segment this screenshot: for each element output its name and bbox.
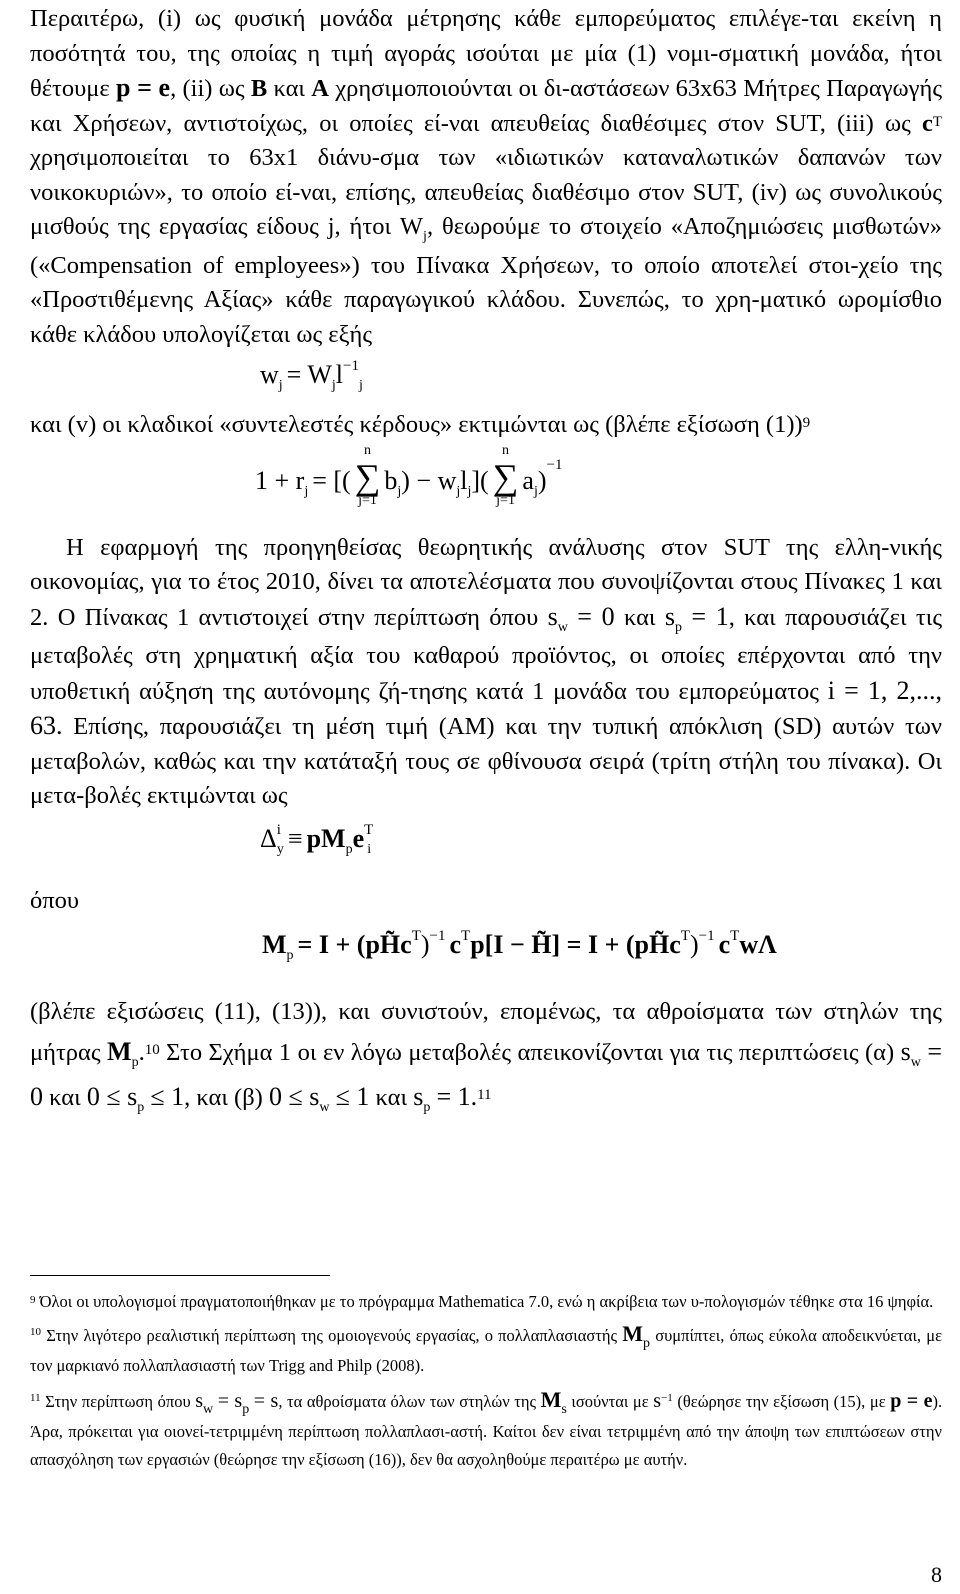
eq-part: 0 ≤ s	[268, 1082, 320, 1111]
subscript: p	[242, 1402, 250, 1417]
eq-w: w	[260, 360, 279, 389]
text: , και παρουσιάζει τις μεταβολές στη χρηματική αξία του καθαρού προϊόντος, οι οποίες επέρχονται από την υποθετική αύξηση της αυτόνομης ζή-τησης κατά 1 μονάδα του εμπορεύματος	[30, 603, 943, 705]
symbol-s: s	[900, 1037, 911, 1066]
eq-part: = 1	[691, 601, 729, 631]
footnote-text: Στην λιγότερο ρεαλιστική περίπτωση της ομοιογενούς εργασίας, ο πολλαπλασιαστής	[46, 1326, 618, 1345]
eq-part: 0 ≤ s	[86, 1082, 138, 1111]
symbol-s: s	[195, 1390, 203, 1412]
text: Η εφαρμογή της προηγηθείσας θεωρητικής ανάλυσης στον SUT της ελλη-νικής οικονομίας, για το έτος 2010, δίνει τα αποτελέσματα που συνοψίζονται στους Πίνακες 1 και 2. Ο Πίνακας 1 αντιστοιχεί στην περίπτωση όπου	[30, 533, 942, 631]
sum-upper: n	[364, 442, 372, 458]
superscript: T	[461, 928, 471, 944]
symbol-B: B	[250, 75, 268, 102]
eq-part: e	[352, 823, 365, 853]
eq-part: = 1.	[436, 1082, 478, 1111]
text: , ήτοι	[334, 213, 392, 240]
text: Περαιτέρω, (i) ως φυσική μονάδα μέτρησης κάθε εμπορεύματος επιλέγε-ται εκείνη η ποσότητά του, της οποίας η τιμή αγοράς ισούται με μία (1) νομι-σματική μονάδα, ήτοι θέτουμε	[30, 5, 942, 102]
where-label: όπου	[30, 886, 79, 914]
subscript: w	[319, 1100, 330, 1115]
eq-part: M	[262, 930, 287, 959]
superscript: −1	[429, 928, 446, 944]
eq-part: )	[689, 930, 699, 959]
paragraph-1	[30, 2, 942, 352]
footnote-text: Όλοι οι υπολογισμοί πραγματοποιήθηκαν με το πρόγραμμα Mathematica 7.0, ενώ η ακρίβεια των υ-πολογισμών τέθηκε στα 16 ψηφία.	[39, 1292, 934, 1311]
eq-part: a	[522, 465, 534, 495]
subscript: j	[331, 378, 336, 393]
eq-part: ≤ 1	[150, 1082, 185, 1111]
text: , θεωρούμε το στοιχείο «Αποζημιώσεις μισθωτών» («Compensation of employees») του Πίνακα Χρήσεων, το οποίο αποτελεί στοι-χείο της «Προστιθέμενης Αξίας» κάθε παραγωγικού κλάδου. Συνεπώς, το χρη-ματικό ωρομίσθιο κάθε κλάδου υπολογίζεται ως εξής	[30, 213, 942, 348]
eq-part: = 0	[577, 601, 615, 631]
subscript-j: j	[423, 229, 427, 244]
equation-wage	[30, 352, 942, 408]
eq-part: = s	[253, 1390, 279, 1412]
subscript: w	[203, 1402, 214, 1417]
eq-part: = 0	[30, 1037, 943, 1111]
eq-part: 1 + r	[255, 465, 305, 495]
text: , (ii) ως	[170, 75, 245, 102]
eq-part: l	[460, 465, 468, 495]
sum-symbol-1: n ∑ j=1	[355, 459, 381, 495]
footnote-10	[30, 1320, 942, 1380]
subscript: w	[557, 619, 568, 635]
text: (βλέπε εξισώσεις (11), (13)), και συνιστούν, επομένως, τα αθροίσματα των στηλών της μήτρας	[30, 998, 942, 1066]
paragraph-4	[30, 992, 942, 1122]
symbol-M: M	[622, 1321, 644, 1346]
eq-part: ) − w	[401, 465, 457, 495]
paragraph-3	[30, 531, 942, 814]
footnote-11	[30, 1386, 942, 1474]
sum-upper: n	[502, 442, 510, 458]
superscript: T	[411, 928, 421, 944]
eq-part: ](	[471, 465, 489, 495]
footnote-separator	[30, 1275, 330, 1276]
footnote-number: 9	[30, 1294, 36, 1306]
superscript: −1	[546, 456, 563, 473]
subscript: j	[456, 483, 461, 499]
superscript: i	[276, 821, 281, 838]
equation-delta	[30, 814, 942, 880]
subscript: p	[675, 619, 682, 635]
subscript: j	[359, 378, 363, 393]
subscript: j	[533, 483, 538, 499]
text: Επίσης, παρουσιάζει τη μέση τιμή (AM) και την τυπική απόκλιση (SD) αυτών των μεταβολών, καθώς και την κατάταξή τους σε φθίνουσα σειρά (τρίτη στήλη του πίνακα). Οι μετα-βολές εκτιμώνται ως	[30, 713, 943, 809]
footnote-ref-10: 10	[144, 1042, 160, 1058]
symbol-M: M	[107, 1037, 132, 1066]
footnote-text: Στην περίπτωση όπου	[45, 1392, 191, 1411]
text: και	[375, 1084, 408, 1111]
eq-part: ≤ 1	[335, 1082, 370, 1111]
text: χρησιμοποιούνται οι δι-αστάσεων 63x63 Μήτρες Παραγωγής και Χρήσεων, αντιστοίχως, οι οποίες εί-ναι απευθείας διαθέσιμες στον SUT, (iii) ως	[30, 75, 943, 137]
page-number: 8	[931, 1562, 942, 1587]
paragraph-2	[30, 408, 942, 443]
subscript: p	[345, 841, 353, 857]
subscript: y	[276, 841, 284, 857]
superscript: T	[680, 928, 690, 944]
symbol-c: c	[921, 109, 933, 137]
footnote-ref-9: 9	[802, 415, 811, 431]
subscript: p	[137, 1100, 145, 1115]
footnote-text: ισούνται με	[571, 1392, 649, 1411]
symbol-s: s	[653, 1390, 662, 1412]
eq-part: = I + (pH̃c	[297, 930, 412, 959]
eq-part: Δ	[260, 823, 277, 853]
text: και	[273, 75, 305, 102]
text: και	[49, 1084, 81, 1111]
text: και (v) οι κλαδικοί «συντελεστές κέρδους» εκτιμώνται ως (βλέπε εξίσωση (1))	[30, 411, 803, 438]
subscript: p	[131, 1055, 139, 1070]
text: , και (β)	[184, 1084, 263, 1111]
eq-l: l	[335, 360, 344, 389]
eq-part: )	[420, 930, 430, 959]
footnote-number: 10	[30, 1326, 41, 1338]
eq-part: = s	[217, 1390, 243, 1412]
eq-part: )	[537, 465, 547, 495]
eq-part: c	[449, 930, 462, 959]
text: .	[138, 1039, 145, 1066]
footnote-9	[30, 1290, 942, 1314]
equation-p-equals-e: p = e	[890, 1390, 933, 1412]
eq-part: wΛ	[739, 930, 777, 959]
equation-multiplier	[30, 918, 942, 992]
footnote-text: (θεώρησε την εξίσωση (15), με	[677, 1392, 886, 1411]
footnote-text: , τα αθροίσματα όλων των στηλών της	[278, 1392, 537, 1411]
eq-part: b	[384, 465, 398, 495]
footnote-text: συμπίπτει, όπως εύκολα αποδεικνύεται, με τον μαρκιανό πολλαπλασιαστή των Trigg and Philp (2008).	[30, 1326, 942, 1375]
subscript: i	[367, 841, 372, 857]
subscript: j	[278, 378, 283, 393]
subscript: p	[643, 1336, 651, 1351]
equation-profit	[30, 443, 942, 531]
sum-lower: j=1	[496, 492, 515, 508]
symbol-j: j	[327, 213, 335, 240]
symbol-M: M	[540, 1387, 562, 1412]
eq-part: pM	[306, 823, 346, 853]
subscript: p	[286, 948, 294, 963]
eq-part: ≡	[287, 823, 303, 853]
subscript: j	[304, 483, 309, 499]
superscript: −1	[698, 928, 715, 944]
superscript: T	[730, 928, 740, 944]
page-content	[30, 0, 942, 1122]
symbol-W: W	[399, 213, 424, 240]
superscript: −1	[661, 1392, 673, 1404]
footnote-text: ). Άρα, πρόκειται για οιονεί-τετριμμένη περίπτωση πολλαπλασι-αστή. Καίτοι δεν είναι τετριμμένη από την άποψη των επιπτώσεων στην απασχόληση των εργασιών (θεώρησε την εξίσωση (16)), δεν θα ασχοληθούμε περαιτέρω με αυτήν.	[30, 1392, 943, 1469]
footnote-number: 11	[30, 1392, 41, 1404]
subscript: j	[467, 483, 472, 499]
eq-part: = [(	[312, 465, 351, 495]
superscript: T	[364, 821, 374, 838]
text: χρησιμοποιείται το 63x1 διάνυ-σμα των «ιδιωτικών καταναλωτικών δαπανών των νοικοκυριών», το οποίο εί-ναι, επίσης, απευθείας διαθέσιμο στον SUT, (iv) ως συνολικούς μισθούς της εργασίας είδους	[30, 144, 942, 240]
footnote-ref-11: 11	[477, 1087, 492, 1103]
symbol-s: s	[413, 1082, 424, 1111]
text: και	[623, 603, 656, 631]
equation-i-range: i = 1, 2,..., 63.	[30, 675, 942, 740]
text: Στο Σχήμα 1 οι εν λόγω μεταβολές απεικονίζονται για τις περιπτώσεις (α)	[166, 1039, 895, 1066]
subscript: p	[423, 1100, 431, 1115]
footnotes	[30, 1290, 942, 1474]
subscript: s	[561, 1402, 567, 1417]
sum-lower: j=1	[358, 492, 377, 508]
superscript-T: T	[932, 113, 942, 130]
symbol-s: s	[547, 601, 558, 631]
symbol-A: A	[311, 75, 329, 102]
eq-part: p[I − H̃] = I + (pH̃c	[470, 930, 681, 959]
eq-part: c	[718, 930, 731, 959]
sum-symbol-2: n ∑ j=1	[493, 459, 519, 495]
subscript: j	[397, 483, 402, 499]
subscript: w	[910, 1055, 921, 1070]
eq-W: = W	[286, 360, 332, 389]
symbol-s: s	[664, 601, 675, 631]
superscript: −1	[343, 358, 359, 374]
equation-p-equals-e: p = e	[115, 73, 171, 102]
